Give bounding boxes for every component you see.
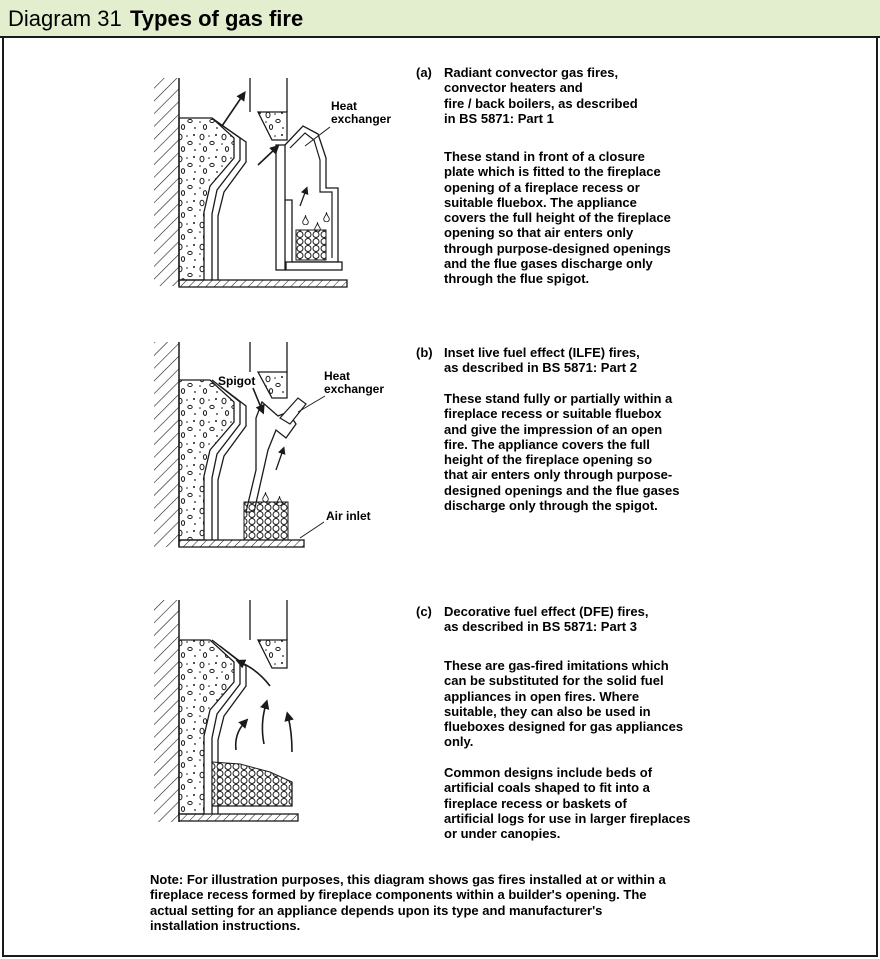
lintel (250, 78, 287, 140)
diagram-title: Types of gas fire (130, 6, 304, 31)
closure-plate (276, 145, 285, 270)
section-a-heading: Radiant convector gas fires, convector heaters and fire / back boilers, as described in BS 5871: Part 1 (444, 65, 638, 126)
lintel (250, 342, 287, 398)
hearth (179, 280, 347, 287)
hearth (179, 814, 298, 821)
radiant-convector-appliance (285, 126, 342, 270)
section-c-body: These are gas-fired imitations which can be substituted for the solid fuel appliances in open fires. Where suitable, they can also be used in flueboxes designed for gas appliances only. Common designs include beds of artificial coals shaped to fit into a fireplace recess or baskets of artificial logs for use in larger fireplaces or under canopies. (444, 658, 691, 842)
diagram-a-radiant-convector (154, 78, 391, 287)
section-a-tag: (a) (416, 65, 432, 80)
label-heat: Heat (331, 99, 358, 113)
section-b (416, 345, 836, 525)
lintel (250, 600, 287, 668)
section-b-body: These stand fully or partially within a fireplace recess or suitable fluebox and give the impression of an open fire. The appliance covers the full height of the fireplace opening so that air enters only through purpose- designed openings and the flue gases discharge only through the spigot. (444, 391, 680, 514)
hearth (179, 540, 304, 547)
fireplace-back-rubble (179, 380, 234, 540)
wall-hatching (154, 342, 179, 547)
section-c (416, 604, 856, 854)
label-heat: Heat (324, 369, 351, 383)
wall-hatching (154, 78, 179, 286)
section-a-body: These stand in front of a closure plate which is fitted to the fireplace opening of a fireplace recess or suitable fluebox. The appliance covers the full height of the fireplace opening so that air enters only through purpose-designed openings and the flue gases discharge only through the flue spigot. (444, 149, 671, 287)
section-c-tag: (c) (416, 604, 432, 619)
wall-hatching (154, 600, 179, 822)
section-b-heading: Inset live fuel effect (ILFE) fires, as described in BS 5871: Part 2 (444, 345, 640, 376)
inset-appliance (244, 398, 306, 540)
diagram-number: Diagram 31 (8, 6, 122, 31)
label-air-inlet: Air inlet (326, 509, 371, 523)
diagram-c-decorative-fuel-effect (154, 600, 298, 822)
section-a (416, 65, 836, 295)
section-c-heading: Decorative fuel effect (DFE) fires, as described in BS 5871: Part 3 (444, 604, 649, 635)
coal-bed (212, 762, 292, 806)
section-b-tag: (b) (416, 345, 433, 360)
diagram-b-inset-live-fuel-effect (154, 342, 384, 547)
note-text: Note: For illustration purposes, this diagram shows gas fires installed at or within a fireplace recess formed by fireplace components within a builder's opening. The actual setting for an appliance depends upon its type and manufacturer's installation instructions. (150, 872, 666, 933)
label-exchanger: exchanger (324, 382, 385, 396)
fireplace-back-rubble (179, 118, 234, 280)
label-exchanger: exchanger (331, 112, 392, 126)
label-spigot: Spigot (218, 374, 256, 388)
